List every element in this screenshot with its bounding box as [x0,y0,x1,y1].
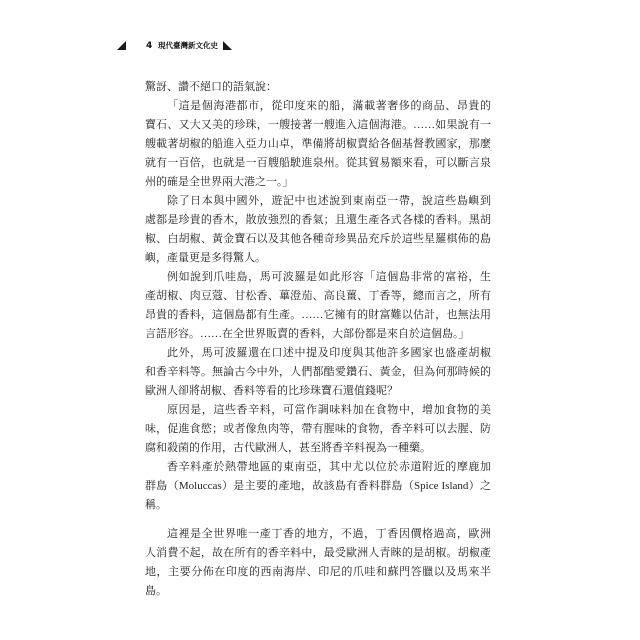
text-line: 這裡是全世界唯一產丁香的地方，不過，丁香因價格過高，歐洲 [167,528,491,540]
paragraph-moluccas [145,458,491,515]
text-line: 椒、白胡椒、黃金寶石以及其他各種奇珍異品充斥於這些星羅棋佈的島 [145,233,491,245]
left-triangle-ornament-icon [117,41,126,50]
paragraph-southeast-asia [145,192,491,268]
text-line: 群島（Moluccas）是主要的產地，故該島有香料群島（Spice Island）之 [145,480,491,492]
text-line: 產胡椒、肉豆蔻、甘松香、蓽澄茄、高良薑、丁香等，總而言之，所有 [145,290,491,302]
right-triangle-ornament-icon [223,41,232,50]
page-number: 4 [146,41,153,51]
paragraph-java [145,268,491,344]
text-line: 腐和殺菌的作用，古代歐洲人，甚至將香辛料視為一種藥。 [145,442,431,454]
text-line: 香辛料產於熱帶地區的東南亞，其中尤以位於赤道附近的摩鹿加 [167,461,491,473]
text-line: 地，主要分佈在印度的西南海岸、印尼的爪哇和蘇門答臘以及馬來半 [145,566,491,578]
paragraph-pepper-value [145,344,491,401]
paragraph-clove-pepper [145,525,491,601]
text-line: 稱。 [145,499,167,511]
text-line: 「這是個海港都市，從印度來的船，滿載著奢侈的商品、昂貴的 [167,100,491,112]
body-text [145,78,491,601]
text-line: 除了日本與中國外，遊記中也述說到東南亞一帶，說這些島嶼到 [167,195,491,207]
paragraph-intro [145,78,491,97]
text-line: 州的確是全世界兩大港之一。」 [145,176,294,188]
text-line: 和香辛料等。無論古今中外，人們都酷愛鑽石、黃金，但為何那時候的 [145,366,491,378]
book-title: 現代臺灣新文化史 [158,41,218,50]
paragraph-spice-uses [145,401,491,458]
text-line: 歐洲人卻將胡椒、香料等看的比珍珠寶石還值錢呢？ [145,385,398,397]
text-line: 嶼，產量更是多得驚人。 [145,252,266,264]
running-header [0,39,640,53]
text-line: 昂貴的香料，這個島都有生產。……它擁有的財富難以估計，也無法用 [145,309,491,321]
text-line: 處都是珍貴的香木，散放強烈的香氣；且還生產各式各樣的香料。黑胡 [145,214,491,226]
text-line: 艘載著胡椒的船進入亞力山卓，準備將胡椒賣給各個基督教國家，那麼 [145,138,491,150]
text-line: 人消費不起，故在所有的香辛料中，最受歐洲人青睞的是胡椒。胡椒產 [145,547,491,559]
text-line: 驚訝、讚不絕口的語氣說： [145,81,277,93]
text-line: 就有一百倍，也就是一百艘船駛進泉州。從其貿易額來看，可以斷言泉 [145,157,491,169]
text-line: 例如說到爪哇島，馬可波羅是如此形容「這個島非常的富裕，生 [167,271,491,283]
text-line: 島。 [145,585,167,597]
text-line: 寶石、又大又美的珍珠，一艘接著一艘進入這個海港。……如果說有一 [145,119,491,131]
text-line: 味，促進食慾；或者像魚肉等，帶有腥味的食物，香辛料可以去腥、防 [145,423,491,435]
text-line: 此外，馬可波羅還在口述中提及印度與其他許多國家也盛產胡椒 [167,347,491,359]
text-line: 言語形容。……在全世界販賣的香料，大部份都是來自於這個島。」 [145,328,470,340]
text-line: 原因是，這些香辛料，可當作調味料加在食物中，增加食物的美 [167,404,491,416]
paragraph-quote-quanzhou [145,97,491,192]
